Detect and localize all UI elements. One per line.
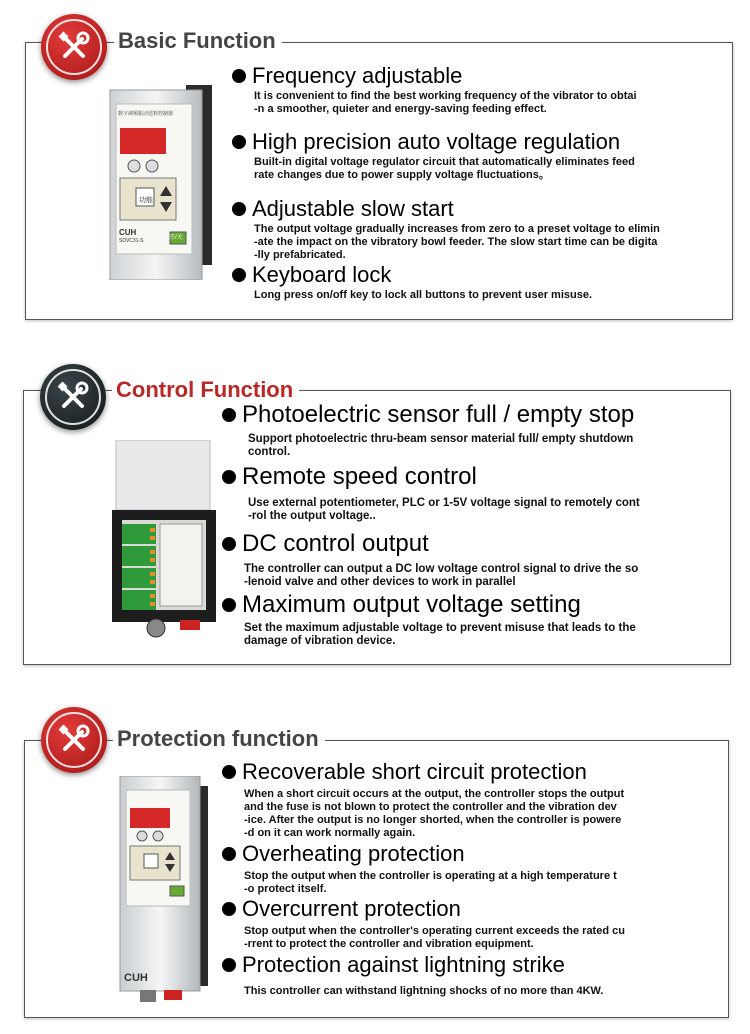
section-title-rule: [346, 740, 727, 741]
wrench-screwdriver-icon: [56, 722, 92, 758]
feature-heading: Recoverable short circuit protection: [242, 759, 587, 784]
bullet-icon: [222, 958, 236, 972]
bullet-icon: [232, 202, 246, 216]
feature-description: This controller can withstand lightning shocks of no more than 4KW.: [244, 985, 604, 997]
bullet-icon: [232, 268, 246, 282]
bullet-icon: [222, 598, 236, 612]
feature-description: It is convenient to find the best working frequency of the vibrator to obtai -n a smoother, quieter and energy-saving feeding effect.: [254, 90, 637, 115]
feature-description: Long press on/off key to lock all buttons to prevent user misuse.: [254, 289, 593, 301]
device-brand: CUH: [124, 972, 148, 984]
section-title-rule: [290, 42, 731, 43]
bullet-icon: [222, 470, 236, 484]
bullet-icon: [222, 902, 236, 916]
feature-heading: Overheating protection: [242, 841, 465, 866]
feature-item: [222, 592, 636, 648]
feature-heading: Keyboard lock: [252, 262, 392, 287]
bullet-icon: [232, 135, 246, 149]
bullet-icon: [222, 537, 236, 551]
bullet-icon: [222, 765, 236, 779]
controller-terminals-image: [110, 440, 218, 640]
section-title: Basic Function: [114, 28, 282, 54]
device-label-cn: 数字调频振动送料控制器: [118, 111, 174, 117]
feature-item: [232, 197, 660, 262]
feature-heading: Photoelectric sensor full / empty stop: [242, 401, 635, 428]
device-model: SDVC31-S: [119, 238, 144, 244]
feature-heading: Frequency adjustable: [252, 63, 463, 88]
feature-item: [222, 402, 634, 459]
feature-item: [232, 64, 637, 116]
section-title: Protection function: [113, 726, 325, 752]
bullet-icon: [222, 408, 236, 422]
feature-heading: High precision auto voltage regulation: [252, 129, 621, 154]
feature-description: The output voltage gradually increases from zero to a preset voltage to elimin -ate the impact on the vibratory bowl feeder. The slow start time can be digita -lly prefabricated.: [254, 223, 660, 261]
feature-description: Set the maximum adjustable voltage to prevent misuse that leads to the damage of vibration device.: [244, 622, 636, 647]
feature-heading: DC control output: [242, 530, 429, 557]
feature-heading: Overcurrent protection: [242, 896, 461, 921]
feature-heading: Remote speed control: [242, 463, 477, 490]
bullet-icon: [222, 847, 236, 861]
feature-description: Stop the output when the controller is operating at a high temperature t -o protect itself.: [244, 870, 617, 895]
feature-item: [222, 953, 603, 998]
feature-description: Support photoelectric thru-beam sensor material full/ empty shutdown control.: [248, 433, 634, 458]
wrench-screwdriver-icon: [56, 29, 92, 65]
section-badge: [41, 14, 107, 80]
device-brand: CUH: [119, 228, 137, 237]
wrench-screwdriver-icon: [55, 379, 91, 415]
feature-heading: Protection against lightning strike: [242, 952, 565, 977]
feature-heading: Maximum output voltage setting: [242, 591, 581, 618]
feature-item: [232, 263, 592, 302]
section-title-rule: [312, 390, 729, 391]
section-badge: [40, 364, 106, 430]
section-title: Control Function: [112, 377, 299, 403]
feature-item: [222, 897, 625, 951]
feature-item: [222, 531, 638, 589]
feature-description: The controller can output a DC low voltage control signal to drive the so -lenoid valve and other devices to work in parallel: [244, 563, 639, 588]
device-power-key: 开/关: [169, 235, 183, 241]
feature-item: [222, 464, 640, 523]
feature-item: [222, 760, 624, 840]
feature-description: Built-in digital voltage regulator circuit that automatically eliminates feed rate changes due to power supply voltage fluctuations。: [254, 156, 635, 181]
section-badge: [41, 707, 107, 773]
feature-description: Stop output when the controller's operating current exceeds the rated cu -rrent to protect the controller and vibration equipment.: [244, 925, 625, 950]
feature-description: When a short circuit occurs at the output, the controller stops the output and the fuse is not blown to protect the controller and the vibration dev -ice. After the output is no longer shorted, when the controller is powere -d on it can work normally again.: [244, 788, 625, 839]
bullet-icon: [232, 69, 246, 83]
feature-heading: Adjustable slow start: [252, 196, 454, 221]
feature-item: [222, 842, 617, 896]
device-func-key: 功能: [139, 197, 153, 204]
feature-description: Use external potentiometer, PLC or 1-5V voltage signal to remotely cont -rol the output voltage..: [248, 497, 640, 522]
feature-item: [232, 130, 635, 182]
